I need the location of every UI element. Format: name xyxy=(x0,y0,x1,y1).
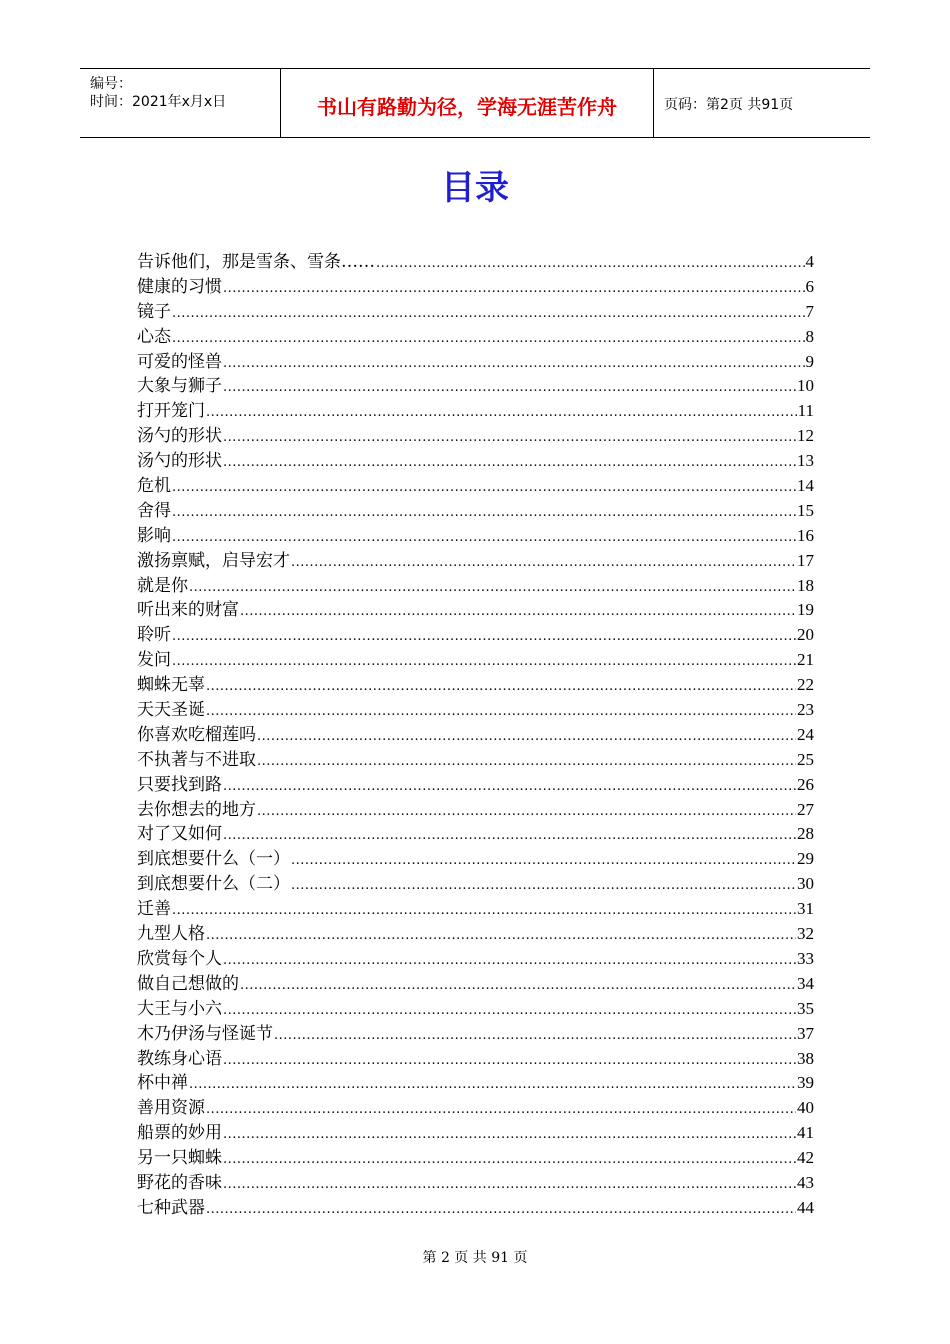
toc-entry-title: 教练身心语 xyxy=(137,1048,222,1069)
toc-entry-title: 木乃伊汤与怪诞节 xyxy=(137,1023,273,1044)
toc-entry-page: 14 xyxy=(797,476,814,496)
toc-entry-title: 七种武器 xyxy=(137,1197,205,1218)
toc-entry-title: 大王与小六 xyxy=(137,998,222,1019)
toc-dot-leader xyxy=(291,556,796,569)
toc-dot-leader xyxy=(376,257,805,270)
header-page-cell xyxy=(654,69,870,137)
toc-entry-title: 听出来的财富 xyxy=(137,600,239,621)
toc-dot-leader xyxy=(172,506,796,519)
toc-entry[interactable] xyxy=(137,350,814,375)
toc-dot-leader xyxy=(223,357,805,370)
toc-dot-leader xyxy=(223,1128,796,1141)
toc-entry-page: 20 xyxy=(797,625,814,645)
toc-dot-leader xyxy=(206,929,796,942)
toc-entry-title: 健康的习惯 xyxy=(137,276,222,297)
toc-entry[interactable] xyxy=(137,1047,814,1072)
toc-entry-page: 33 xyxy=(797,948,814,968)
toc-entry-title: 杯中禅 xyxy=(137,1073,188,1094)
document-number-label: 编号： xyxy=(90,76,132,92)
toc-entry[interactable] xyxy=(137,1096,814,1121)
toc-dot-leader xyxy=(172,481,796,494)
toc-entry-page: 41 xyxy=(797,1123,814,1143)
toc-dot-leader xyxy=(274,1029,796,1042)
toc-dot-leader xyxy=(257,805,796,818)
toc-entry[interactable] xyxy=(137,574,814,599)
toc-dot-leader xyxy=(223,954,796,967)
toc-entry-title: 到底想要什么（二） xyxy=(137,874,290,895)
toc-entry-page: 19 xyxy=(797,600,814,620)
toc-entry-title: 影响 xyxy=(137,525,171,546)
toc-dot-leader xyxy=(206,406,797,419)
toc-dot-leader xyxy=(240,979,796,992)
toc-entry-title: 汤勺的形状 xyxy=(137,426,222,447)
toc-entry[interactable] xyxy=(137,1121,814,1146)
page-title: 目录 xyxy=(441,168,509,208)
toc-dot-leader xyxy=(172,655,796,668)
toc-entry[interactable] xyxy=(137,698,814,723)
toc-entry-page: 39 xyxy=(797,1073,814,1093)
toc-entry[interactable] xyxy=(137,250,814,275)
header-motto: 书山有路勤为径，学海无涯苦作舟 xyxy=(317,95,617,119)
toc-entry-page: 8 xyxy=(805,326,814,346)
toc-entry[interactable] xyxy=(137,748,814,773)
toc-dot-leader xyxy=(172,531,796,544)
toc-dot-leader xyxy=(172,307,805,320)
toc-entry-title: 去你想去的地方 xyxy=(137,799,256,820)
toc-entry-page: 26 xyxy=(797,774,814,794)
toc-entry[interactable] xyxy=(137,997,814,1022)
toc-dot-leader xyxy=(291,879,796,892)
toc-dot-leader xyxy=(223,1054,796,1067)
toc-entry-title: 九型人格 xyxy=(137,924,205,945)
toc-entry[interactable] xyxy=(137,374,814,399)
toc-entry[interactable] xyxy=(137,1196,814,1221)
toc-dot-leader xyxy=(223,431,796,444)
toc-entry[interactable] xyxy=(137,1022,814,1047)
toc-entry-title: 激扬禀赋，启导宏才 xyxy=(137,550,290,571)
toc-entry-title: 只要找到路 xyxy=(137,774,222,795)
toc-entry-title: 善用资源 xyxy=(137,1098,205,1119)
toc-entry[interactable] xyxy=(137,399,814,424)
toc-entry-title: 欣赏每个人 xyxy=(137,948,222,969)
table-of-contents xyxy=(137,250,814,1221)
document-time-label: 时间：2021年x月x日 xyxy=(90,94,227,110)
toc-entry-title: 船票的妙用 xyxy=(137,1123,222,1144)
toc-entry-title: 聆听 xyxy=(137,625,171,646)
toc-entry-page: 7 xyxy=(805,301,814,321)
toc-entry-title: 另一只蜘蛛 xyxy=(137,1148,222,1169)
toc-dot-leader xyxy=(223,780,796,793)
toc-entry-title: 危机 xyxy=(137,476,171,497)
toc-entry-page: 32 xyxy=(797,924,814,944)
toc-dot-leader xyxy=(223,1178,796,1191)
toc-entry-title: 到底想要什么（一） xyxy=(137,849,290,870)
toc-entry-title: 大象与狮子 xyxy=(137,376,222,397)
toc-dot-leader xyxy=(206,1103,796,1116)
toc-entry-page: 16 xyxy=(797,525,814,545)
toc-dot-leader xyxy=(189,581,796,594)
toc-entry-page: 35 xyxy=(797,998,814,1018)
toc-entry-page: 30 xyxy=(797,874,814,894)
toc-entry-page: 18 xyxy=(797,575,814,595)
toc-dot-leader xyxy=(223,381,796,394)
toc-dot-leader xyxy=(172,332,805,345)
toc-entry-page: 29 xyxy=(797,849,814,869)
toc-entry-title: 心态 xyxy=(137,326,171,347)
toc-entry[interactable] xyxy=(137,474,814,499)
toc-dot-leader xyxy=(223,829,796,842)
toc-dot-leader xyxy=(240,605,796,618)
toc-entry-page: 12 xyxy=(797,426,814,446)
toc-entry-title: 迁善 xyxy=(137,899,171,920)
toc-entry-page: 22 xyxy=(797,675,814,695)
toc-entry[interactable] xyxy=(137,822,814,847)
toc-dot-leader xyxy=(206,680,796,693)
toc-entry-page: 27 xyxy=(797,799,814,819)
toc-entry[interactable] xyxy=(137,723,814,748)
toc-entry-page: 11 xyxy=(797,401,814,421)
toc-dot-leader xyxy=(206,1203,796,1216)
toc-entry[interactable] xyxy=(137,648,814,673)
toc-dot-leader xyxy=(172,630,796,643)
toc-entry[interactable] xyxy=(137,947,814,972)
toc-entry-page: 44 xyxy=(797,1197,814,1217)
toc-entry[interactable] xyxy=(137,549,814,574)
toc-entry[interactable] xyxy=(137,325,814,350)
toc-entry-title: 对了又如何 xyxy=(137,824,222,845)
toc-dot-leader xyxy=(257,730,796,743)
toc-entry[interactable] xyxy=(137,524,814,549)
header-meta-cell xyxy=(80,69,281,137)
toc-dot-leader xyxy=(223,282,805,295)
toc-entry-page: 15 xyxy=(797,500,814,520)
toc-entry-page: 21 xyxy=(797,650,814,670)
header-page-info: 页码：第2页 共91页 xyxy=(664,97,794,113)
toc-entry[interactable] xyxy=(137,623,814,648)
toc-entry[interactable] xyxy=(137,1071,814,1096)
toc-entry-page: 4 xyxy=(805,252,814,271)
toc-dot-leader xyxy=(223,1004,796,1017)
toc-entry-title: 野花的香味 xyxy=(137,1172,222,1193)
toc-entry-page: 24 xyxy=(797,724,814,744)
toc-entry[interactable] xyxy=(137,300,814,325)
toc-dot-leader xyxy=(291,854,796,867)
toc-entry-title: 打开笼门 xyxy=(137,401,205,422)
toc-entry-page: 31 xyxy=(797,899,814,919)
toc-entry[interactable] xyxy=(137,773,814,798)
toc-dot-leader xyxy=(257,755,796,768)
toc-dot-leader xyxy=(223,1153,796,1166)
toc-dot-leader xyxy=(189,1078,796,1091)
toc-entry[interactable] xyxy=(137,424,814,449)
toc-entry[interactable] xyxy=(137,1146,814,1171)
toc-entry-page: 10 xyxy=(797,376,814,396)
toc-entry[interactable] xyxy=(137,922,814,947)
toc-entry-page: 37 xyxy=(797,1023,814,1043)
header-motto-cell xyxy=(281,69,654,137)
toc-entry-title: 就是你 xyxy=(137,575,188,596)
toc-entry[interactable] xyxy=(137,872,814,897)
toc-entry-page: 17 xyxy=(797,550,814,570)
toc-entry-page: 43 xyxy=(797,1172,814,1192)
toc-entry-page: 42 xyxy=(797,1148,814,1168)
toc-entry[interactable] xyxy=(137,1171,814,1196)
toc-entry-title: 告诉他们，那是雪条、雪条…… xyxy=(137,252,375,272)
toc-dot-leader xyxy=(172,904,796,917)
toc-entry-title: 不执著与不进取 xyxy=(137,749,256,770)
toc-entry-title: 舍得 xyxy=(137,500,171,521)
page-header xyxy=(80,68,870,138)
toc-entry-page: 34 xyxy=(797,973,814,993)
toc-entry-page: 9 xyxy=(805,351,814,371)
toc-entry[interactable] xyxy=(137,499,814,524)
toc-entry-title: 镜子 xyxy=(137,301,171,322)
toc-entry[interactable] xyxy=(137,673,814,698)
page-footer: 第 2 页 共 91 页 xyxy=(422,1250,528,1266)
toc-entry[interactable] xyxy=(137,275,814,300)
toc-entry[interactable] xyxy=(137,897,814,922)
toc-dot-leader xyxy=(206,705,796,718)
toc-entry-title: 汤勺的形状 xyxy=(137,451,222,472)
toc-entry-page: 13 xyxy=(797,451,814,471)
toc-entry-title: 天天圣诞 xyxy=(137,700,205,721)
toc-dot-leader xyxy=(223,456,796,469)
toc-entry-page: 38 xyxy=(797,1048,814,1068)
toc-entry[interactable] xyxy=(137,847,814,872)
toc-entry[interactable] xyxy=(137,449,814,474)
toc-entry-page: 28 xyxy=(797,824,814,844)
toc-entry-page: 40 xyxy=(797,1098,814,1118)
toc-entry[interactable] xyxy=(137,972,814,997)
toc-entry-page: 25 xyxy=(797,749,814,769)
toc-entry-page: 23 xyxy=(797,700,814,720)
toc-entry[interactable] xyxy=(137,798,814,823)
toc-entry-title: 可爱的怪兽 xyxy=(137,351,222,372)
toc-entry-page: 6 xyxy=(805,276,814,296)
toc-entry-title: 蜘蛛无辜 xyxy=(137,675,205,696)
toc-entry[interactable] xyxy=(137,598,814,623)
toc-entry-title: 做自己想做的 xyxy=(137,973,239,994)
toc-entry-title: 发问 xyxy=(137,650,171,671)
toc-entry-title: 你喜欢吃榴莲吗 xyxy=(137,724,256,745)
